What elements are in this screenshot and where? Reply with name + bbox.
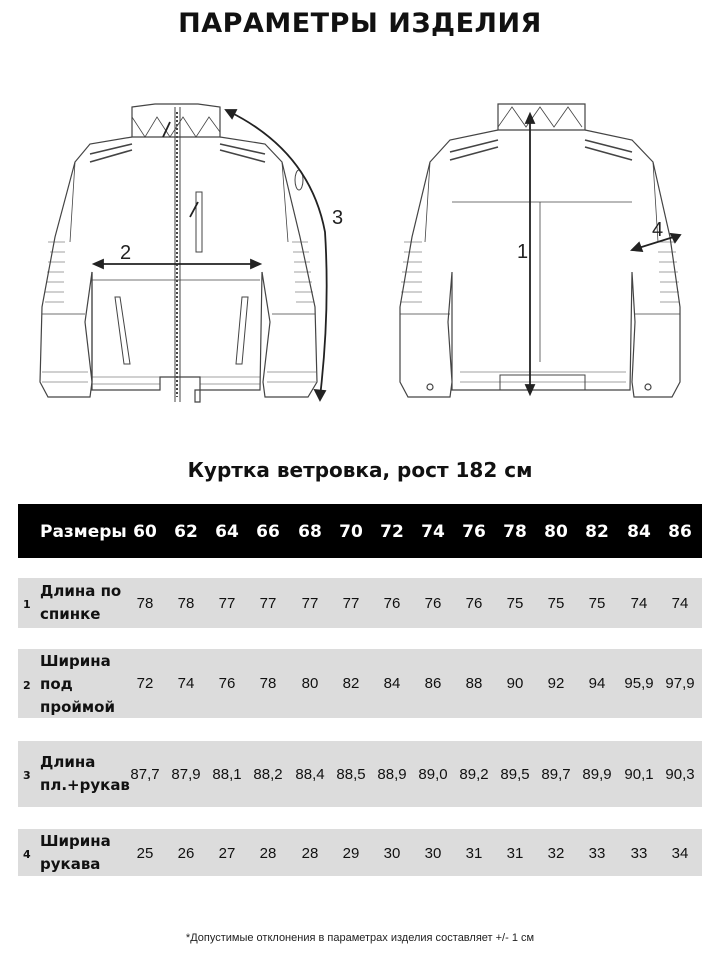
table-cell: 77: [301, 595, 319, 612]
table-cell: 34: [671, 845, 689, 862]
jacket-front-view: [40, 104, 317, 402]
product-subtitle: Куртка ветровка, рост 182 см: [187, 458, 533, 482]
row-number: 3: [23, 769, 31, 782]
jacket-technical-drawing: [20, 92, 710, 414]
size-cell: 60: [133, 522, 157, 542]
table-cell: 28: [301, 845, 319, 862]
size-header-row: [18, 504, 702, 558]
table-row: [18, 578, 702, 628]
table-cell: 88,4: [295, 766, 325, 783]
table-cell: 78: [136, 595, 154, 612]
table-cell: 82: [342, 675, 360, 692]
marker-2: 2: [120, 242, 132, 264]
tolerance-footnote: *Допустимые отклонения в параметрах изделия составляет +/- 1 см: [185, 932, 535, 944]
marker-1: 1: [517, 241, 529, 263]
size-cell: 62: [174, 522, 198, 542]
table-cell: 88: [465, 675, 483, 692]
table-cell: 95,9: [624, 675, 654, 692]
table-cell: 92: [547, 675, 565, 692]
table-cell: 88,2: [253, 766, 283, 783]
table-cell: 74: [177, 675, 195, 692]
page-title: ПАРАМЕТРЫ ИЗДЕЛИЯ: [178, 8, 542, 39]
table-cell: 97,9: [665, 675, 695, 692]
row-label: Длина по спинке: [40, 582, 122, 623]
size-header-label: Размеры: [40, 522, 127, 542]
table-cell: 77: [342, 595, 360, 612]
table-cell: 28: [259, 845, 277, 862]
table-cell: 89,9: [582, 766, 612, 783]
row-number: 1: [23, 598, 31, 611]
table-cell: 90,1: [624, 766, 654, 783]
table-cell: 33: [588, 845, 606, 862]
table-cell: 27: [218, 845, 236, 862]
table-cell: 75: [588, 595, 606, 612]
table-cell: 90,3: [665, 766, 695, 783]
table-cell: 32: [547, 845, 565, 862]
table-cell: 78: [259, 675, 277, 692]
table-cell: 78: [177, 595, 195, 612]
table-cell: 30: [383, 845, 401, 862]
table-cell: 88,5: [336, 766, 366, 783]
size-cell: 72: [380, 522, 404, 542]
table-cell: 31: [506, 845, 524, 862]
table-cell: 89,2: [459, 766, 489, 783]
table-cell: 31: [465, 845, 483, 862]
size-cell: 84: [627, 522, 651, 542]
row-number: 2: [23, 679, 31, 692]
size-cell: 66: [256, 522, 280, 542]
marker-4: 4: [652, 219, 664, 241]
table-cell: 75: [547, 595, 565, 612]
table-cell: 89,5: [500, 766, 530, 783]
marker-3: 3: [332, 207, 344, 229]
table-cell: 89,0: [418, 766, 448, 783]
size-cell: 68: [298, 522, 322, 542]
table-cell: 80: [301, 675, 319, 692]
table-cell: 76: [383, 595, 401, 612]
size-cell: 70: [339, 522, 363, 542]
row-number: 4: [23, 848, 31, 861]
table-cell: 76: [218, 675, 236, 692]
size-cell: 80: [544, 522, 568, 542]
size-cell: 78: [503, 522, 527, 542]
table-cell: 33: [630, 845, 648, 862]
table-row: [18, 741, 702, 807]
table-cell: 72: [136, 675, 154, 692]
row-label: Длина пл.+рукав: [40, 753, 130, 794]
table-cell: 30: [424, 845, 442, 862]
size-cell: 82: [585, 522, 609, 542]
table-cell: 76: [424, 595, 442, 612]
table-cell: 26: [177, 845, 195, 862]
table-cell: 87,9: [171, 766, 201, 783]
table-cell: 84: [383, 675, 401, 692]
table-cell: 25: [136, 845, 154, 862]
table-cell: 74: [671, 595, 689, 612]
table-cell: 94: [588, 675, 606, 692]
table-cell: 74: [630, 595, 648, 612]
table-cell: 76: [465, 595, 483, 612]
row-label: Ширина рукава: [40, 832, 111, 873]
size-cell: 74: [421, 522, 445, 542]
table-cell: 75: [506, 595, 524, 612]
table-cell: 86: [424, 675, 442, 692]
size-cell: 76: [462, 522, 486, 542]
table-cell: 77: [218, 595, 236, 612]
table-cell: 88,1: [212, 766, 242, 783]
table-cell: 77: [259, 595, 277, 612]
back-measurements: [526, 114, 680, 394]
table-row: [18, 649, 702, 718]
table-cell: 29: [342, 845, 360, 862]
size-cell: 64: [215, 522, 239, 542]
table-cell: 90: [506, 675, 524, 692]
table-cell: 89,7: [541, 766, 571, 783]
size-cell: 86: [668, 522, 692, 542]
table-cell: 88,9: [377, 766, 407, 783]
row-label: Ширина под проймой: [40, 652, 115, 716]
table-row: [18, 829, 702, 876]
table-cell: 87,7: [130, 766, 160, 783]
